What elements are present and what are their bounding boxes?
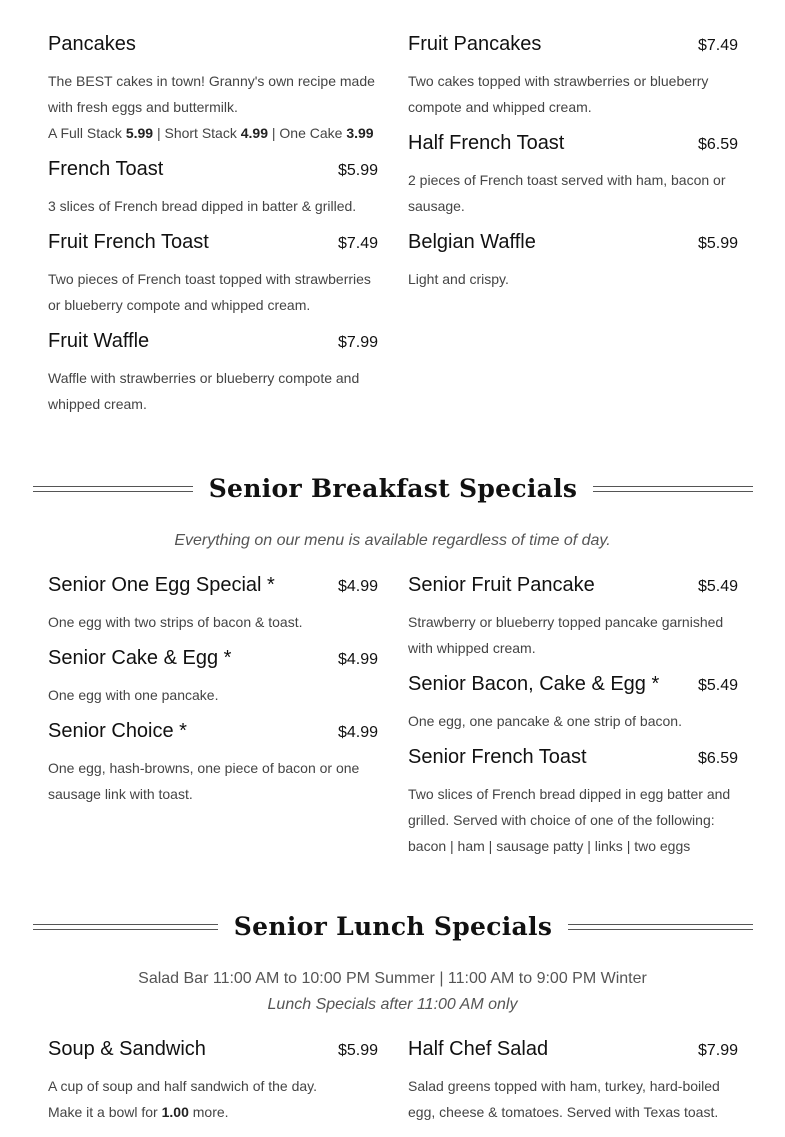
pancake-stack-options: A Full Stack 5.99 | Short Stack 4.99 | One Cake 3.99 xyxy=(48,125,374,141)
item-price: $7.49 xyxy=(337,235,378,252)
item-description: One egg with two strips of bacon & toast. xyxy=(48,614,303,630)
item-description: The BEST cakes in town! Granny's own recipe made with fresh eggs and buttermilk. A Full Stack 5.99 | Short Stack 4.99 | One Cake 3.99 xyxy=(48,73,375,141)
senior-lunch-right-column xyxy=(408,1038,738,1137)
item-name: Senior French Toast xyxy=(408,746,587,768)
item-name: Senior Choice * xyxy=(48,720,187,742)
divider xyxy=(33,924,218,930)
menu-item xyxy=(408,574,738,661)
item-description: Strawberry or blueberry topped pancake garnished with whipped cream. xyxy=(408,614,724,656)
lunch-specials-note: Lunch Specials after 11:00 AM only xyxy=(267,996,518,1013)
item-description: Two slices of French bread dipped in egg batter and grilled. Served with choice of one of the following: bacon | ham | sausage patty | links | two eggs xyxy=(408,786,731,854)
item-name: Belgian Waffle xyxy=(408,231,536,253)
item-price: $4.99 xyxy=(337,651,378,668)
item-price: $4.99 xyxy=(337,724,378,741)
divider xyxy=(33,486,193,492)
menu-item xyxy=(48,574,378,635)
item-description: A cup of soup and half sandwich of the day. Make it a bowl for 1.00 more. xyxy=(48,1078,318,1120)
item-name: Senior One Egg Special * xyxy=(48,574,275,596)
divider xyxy=(568,924,753,930)
item-name: Fruit Pancakes xyxy=(408,33,542,55)
menu-item xyxy=(408,1038,738,1125)
section-header-senior-breakfast xyxy=(33,474,753,503)
breakfast-grid xyxy=(48,33,738,429)
item-name: Senior Cake & Egg * xyxy=(48,647,232,669)
item-name: Pancakes xyxy=(48,33,136,55)
item-price: $5.49 xyxy=(697,677,738,694)
item-price: $7.99 xyxy=(697,1042,738,1059)
item-name: Half French Toast xyxy=(408,132,565,154)
item-name: Senior Fruit Pancake xyxy=(408,574,595,596)
item-description: One egg, hash-browns, one piece of bacon or one sausage link with toast. xyxy=(48,760,360,802)
item-price: $7.99 xyxy=(337,334,378,351)
item-description: Waffle with strawberries or blueberry compote and whipped cream. xyxy=(48,370,360,412)
item-name: Fruit French Toast xyxy=(48,231,209,253)
menu-item xyxy=(48,231,378,318)
item-name: French Toast xyxy=(48,158,164,180)
item-name: Senior Bacon, Cake & Egg * xyxy=(408,673,660,695)
section-header-senior-lunch xyxy=(33,912,753,941)
item-description: One egg, one pancake & one strip of bacon. xyxy=(408,713,682,729)
item-description: 3 slices of French bread dipped in batter & grilled. xyxy=(48,198,357,214)
menu-item xyxy=(408,231,738,292)
menu-item xyxy=(48,647,378,708)
item-price: $5.99 xyxy=(337,162,378,179)
senior-lunch-grid xyxy=(48,1038,738,1137)
menu-item xyxy=(48,330,378,417)
item-description: Two pieces of French toast topped with strawberries or blueberry compote and whipped cream. xyxy=(48,271,371,313)
item-name: Half Chef Salad xyxy=(408,1038,549,1060)
menu-item xyxy=(408,33,738,120)
item-name: Soup & Sandwich xyxy=(48,1038,206,1060)
section-title: Senior Lunch Specials xyxy=(233,912,553,941)
menu-item xyxy=(408,673,738,734)
section-note: Everything on our menu is available regardless of time of day. xyxy=(174,532,611,549)
section-note xyxy=(0,966,785,1018)
item-description: 2 pieces of French toast served with ham, bacon or sausage. xyxy=(408,172,726,214)
divider xyxy=(593,486,753,492)
senior-lunch-left-column xyxy=(48,1038,378,1137)
item-description: Two cakes topped with strawberries or blueberry compote and whipped cream. xyxy=(408,73,709,115)
breakfast-right-column xyxy=(408,33,738,429)
item-description: Salad greens topped with ham, turkey, hard-boiled egg, cheese & tomatoes. Served with Texas toast. xyxy=(408,1078,720,1120)
menu-item xyxy=(48,33,378,146)
section-title: Senior Breakfast Specials xyxy=(208,474,578,503)
menu-item xyxy=(408,132,738,219)
item-price: $6.59 xyxy=(697,136,738,153)
bowl-upgrade-note: Make it a bowl for 1.00 more. xyxy=(48,1104,229,1120)
salad-bar-hours: Salad Bar 11:00 AM to 10:00 PM Summer | 11:00 AM to 9:00 PM Winter xyxy=(138,970,647,987)
item-price: $5.99 xyxy=(337,1042,378,1059)
senior-breakfast-left-column xyxy=(48,574,378,871)
senior-breakfast-right-column xyxy=(408,574,738,871)
senior-breakfast-grid xyxy=(48,574,738,871)
item-price: $6.59 xyxy=(697,750,738,767)
item-description: One egg with one pancake. xyxy=(48,687,219,703)
menu-item xyxy=(48,1038,378,1125)
item-name: Fruit Waffle xyxy=(48,330,150,352)
breakfast-left-column xyxy=(48,33,378,429)
menu-item xyxy=(48,158,378,219)
item-price: $5.99 xyxy=(697,235,738,252)
item-price: $5.49 xyxy=(697,578,738,595)
menu-item xyxy=(408,746,738,859)
menu-item xyxy=(48,720,378,807)
item-price: $4.99 xyxy=(337,578,378,595)
item-description: Light and crispy. xyxy=(408,271,509,287)
item-price: $7.49 xyxy=(697,37,738,54)
